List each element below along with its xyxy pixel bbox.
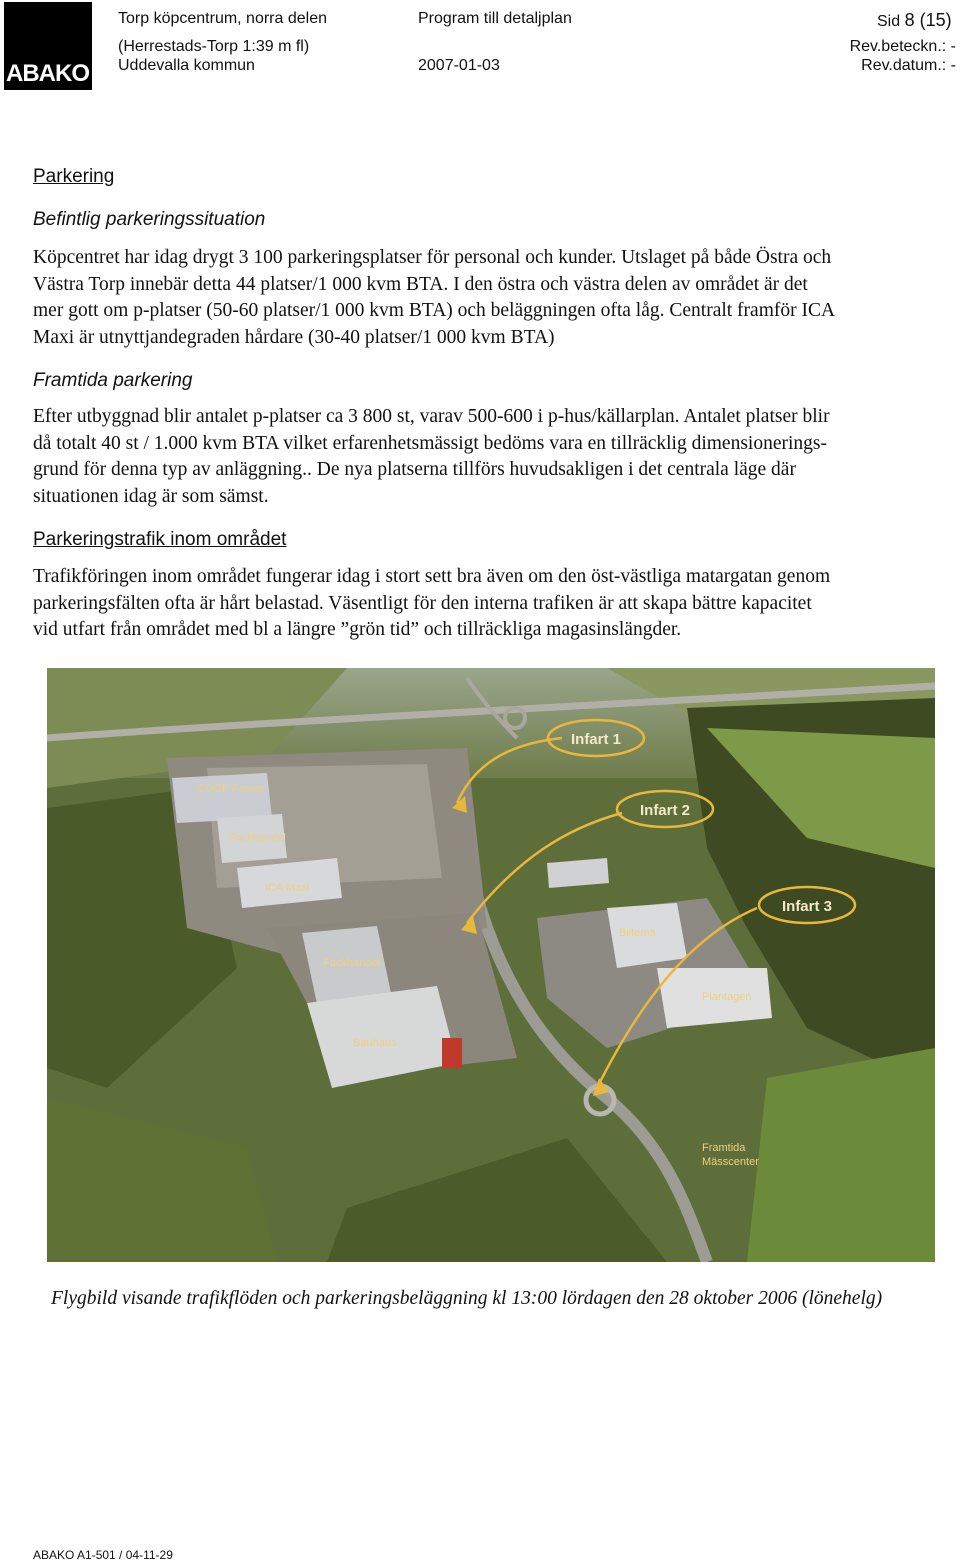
rev-datum: Rev.datum.: -: [861, 57, 956, 74]
project-title: Torp köpcentrum, norra delen: [118, 10, 327, 27]
doc-date: 2007-01-03: [418, 57, 500, 74]
page-number: 8 (15): [904, 10, 952, 30]
footer-doc-id: ABAKO A1-501 / 04-11-29: [33, 1548, 173, 1562]
page-label: Sid: [877, 13, 901, 30]
abako-logo: [4, 2, 92, 90]
label-infart-1: Infart 1: [570, 731, 622, 748]
label-fackhandel-1: Fackhandel: [229, 832, 286, 844]
rev-beteckn: Rev.beteckn.: -: [849, 38, 956, 55]
paragraph-befintlig: [33, 245, 958, 351]
page-indicator: [877, 10, 952, 31]
paragraph-line: parkeringsfälten ofta är hårt belastad. Väsentligt för den interna trafiken är att skapa bättre kapacitet: [33, 592, 812, 614]
paragraph-line: situationen idag är som sämst.: [33, 485, 269, 507]
paragraph-line: grund för denna typ av anläggning.. De nya platserna tillförs huvudsakligen i det centrala läge där: [33, 459, 796, 480]
label-plantagen: Plantagen: [702, 991, 752, 1003]
label-masscenter: Mässcenter: [702, 1156, 759, 1168]
paragraph-framtida: [33, 404, 958, 510]
paragraph-line: Maxi är utnyttjandegraden hårdare (30-40 platser/1 000 kvm BTA): [33, 326, 555, 348]
section-title-trafik: Parkeringstrafik inom området: [33, 529, 287, 550]
paragraph-line: Västra Torp innebär detta 44 platser/1 000 kvm BTA. I den östra och västra delen av området är det: [33, 273, 808, 295]
label-bauhaus: Bauhaus: [353, 1037, 397, 1049]
label-framtida: Framtida: [702, 1142, 746, 1154]
photo-caption: Flygbild visande trafikflöden och parkeringsbeläggning kl 13:00 lördagen den 28 oktober 2006 (lönehelg): [51, 1288, 883, 1309]
label-infart-3: Infart 3: [781, 898, 833, 915]
paragraph-line: vid utfart från området med bl a längre ”grön tid” och tillräckliga magasinslängder.: [33, 619, 682, 640]
label-infart-2: Infart 2: [639, 802, 691, 819]
subsection-title-befintlig: Befintlig parkeringssituation: [33, 209, 266, 230]
aerial-photo: [47, 668, 935, 1262]
label-coop: COOP Forum: [197, 783, 265, 795]
label-biltema: Biltema: [619, 927, 656, 939]
paragraph-line: mer gott om p-platser (50-60 platser/1 000 kvm BTA) och beläggningen ofta låg. Centralt framför ICA: [33, 300, 836, 321]
section-title-parkering: Parkering: [33, 166, 115, 187]
doc-type: Program till detaljplan: [418, 10, 572, 27]
paragraph-trafik: [33, 564, 958, 644]
paragraph-line: då totalt 40 st / 1.000 kvm BTA vilket erfarenhetsmässigt bedöms vara en tillräcklig dimensionerings-: [33, 432, 827, 454]
subsection-title-framtida: Framtida parkering: [33, 370, 193, 391]
label-ica: ICA Maxi: [265, 882, 310, 894]
municipality: Uddevalla kommun: [118, 57, 255, 74]
label-fackhandel-2: Fackhandel: [323, 957, 380, 969]
project-subtitle: (Herrestads-Torp 1:39 m fl): [118, 38, 310, 55]
logo-text: ABAKO: [6, 60, 89, 87]
paragraph-line: Trafikföringen inom området fungerar idag i stort sett bra även om den öst-västliga matargatan genom: [33, 566, 831, 587]
paragraph-line: Efter utbyggnad blir antalet p-platser ca 3 800 st, varav 500-600 i p-hus/källarplan. Antalet platser blir: [33, 406, 830, 427]
paragraph-line: Köpcentret har idag drygt 3 100 parkeringsplatser för personal och kunder. Utslaget på både Östra och: [33, 247, 832, 268]
